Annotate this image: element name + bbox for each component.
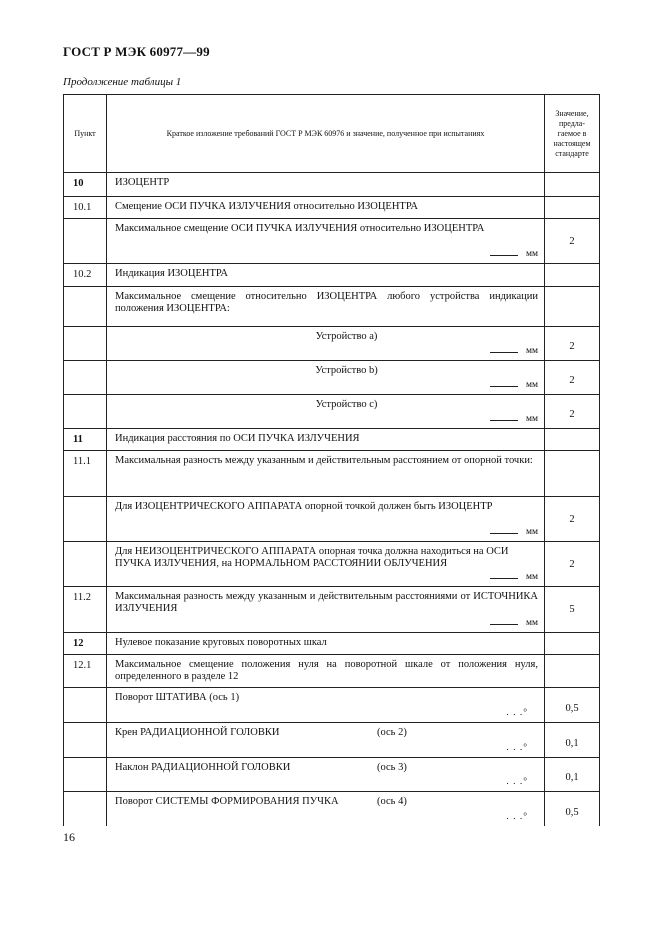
row-text: Поворот СИСТЕМЫ ФОРМИРОВАНИЯ ПУЧКА <box>115 796 339 807</box>
row-value: 0,1 <box>545 758 600 792</box>
table-row <box>64 287 600 327</box>
row-value: 0,5 <box>545 688 600 723</box>
axis-label: (ось 4) <box>377 796 407 807</box>
column-header-summary: Краткое изложение требований ГОСТ Р МЭК 60976 и значение, полученное при испытаниях <box>107 95 545 173</box>
row-value: 0,1 <box>545 723 600 758</box>
table-row <box>64 633 600 655</box>
row-number: 10.2 <box>64 264 107 287</box>
row-text: Индикация ИЗОЦЕНТРА <box>107 264 545 287</box>
row-cell <box>107 723 545 758</box>
row-cell <box>107 497 545 542</box>
row-text: Максимальное смещение ОСИ ПУЧКА ИЗЛУЧЕНИЯ относительно ИЗОЦЕНТРА <box>115 223 485 234</box>
table-row <box>64 327 600 361</box>
table-row <box>64 197 600 219</box>
row-cell <box>107 395 545 429</box>
row-value: 2 <box>545 361 600 395</box>
unit-mm: мм <box>490 524 538 538</box>
table-row <box>64 451 600 497</box>
unit-mm: мм <box>490 569 538 583</box>
row-text: Для ИЗОЦЕНТРИЧЕСКОГО АППАРАТА опорной точкой должен быть ИЗОЦЕНТР <box>115 501 493 512</box>
document-title: ГОСТ Р МЭК 60977—99 <box>63 44 210 59</box>
unit-mm: мм <box>490 411 538 425</box>
row-number: 10.1 <box>64 197 107 219</box>
row-text: Смещение ОСИ ПУЧКА ИЗЛУЧЕНИЯ относительно ИЗОЦЕНТРА <box>107 197 545 219</box>
row-cell <box>107 792 545 826</box>
row-cell <box>107 327 545 361</box>
row-text: Крен РАДИАЦИОННОЙ ГОЛОВКИ <box>115 727 280 738</box>
row-text: Максимальное смещение положения нуля на поворотной шкале от положения нуля, определенного в разделе 12 <box>107 655 545 688</box>
column-header-value: Значение, предла-гаемое в настоящем стандарте <box>545 95 600 173</box>
row-cell <box>107 542 545 587</box>
requirements-table <box>63 94 600 826</box>
row-text: Максимальное смещение относительно ИЗОЦЕНТРА любого устройства индикации положения ИЗОЦЕНТРА: <box>107 287 545 327</box>
row-text: Индикация расстояния по ОСИ ПУЧКА ИЗЛУЧЕНИЯ <box>107 429 545 451</box>
row-text: Поворот ШТАТИВА (ось 1) <box>115 692 240 703</box>
table-row <box>64 542 600 587</box>
row-text: Устройство с) <box>315 399 378 410</box>
row-text: Максимальная разность между указанным и действительным расстоянием от опорной точки: <box>107 451 545 497</box>
row-value: 2 <box>545 219 600 264</box>
table-caption: Продолжение таблицы 1 <box>63 76 182 88</box>
row-number: 12 <box>64 633 107 655</box>
degree-placeholder: . . .° <box>506 743 528 753</box>
row-value: 0,5 <box>545 792 600 826</box>
table-row <box>64 264 600 287</box>
table-row <box>64 497 600 542</box>
table-row <box>64 655 600 688</box>
table-row <box>64 758 600 792</box>
table-row <box>64 429 600 451</box>
row-number: 11 <box>64 429 107 451</box>
table-row <box>64 219 600 264</box>
table-row <box>64 395 600 429</box>
table-row <box>64 792 600 826</box>
row-value: 2 <box>545 395 600 429</box>
row-value: 2 <box>545 327 600 361</box>
row-cell <box>107 758 545 792</box>
row-value: 2 <box>545 542 600 587</box>
row-text: Для НЕИЗОЦЕНТРИЧЕСКОГО АППАРАТА опорная точка должна находиться на ОСИ ПУЧКА ИЗЛУЧЕНИЯ, на НОРМАЛЬНОМ РАССТОЯНИИ ОБЛУЧЕНИЯ <box>115 546 509 569</box>
row-number: 11.1 <box>64 451 107 497</box>
row-cell <box>107 587 545 633</box>
table-row <box>64 688 600 723</box>
table-row <box>64 361 600 395</box>
axis-label: (ось 3) <box>377 762 407 773</box>
row-cell <box>107 361 545 395</box>
row-value: 2 <box>545 497 600 542</box>
row-number: 12.1 <box>64 655 107 688</box>
table-row <box>64 587 600 633</box>
row-text: Устройство а) <box>315 331 378 342</box>
row-text: ИЗОЦЕНТР <box>107 173 545 197</box>
axis-label: (ось 2) <box>377 727 407 738</box>
row-text: Нулевое показание круговых поворотных шкал <box>107 633 545 655</box>
row-value: 5 <box>545 587 600 633</box>
unit-mm: мм <box>490 377 538 391</box>
table-row <box>64 173 600 197</box>
table-row <box>64 723 600 758</box>
unit-mm: мм <box>490 615 538 629</box>
row-number: 10 <box>64 173 107 197</box>
degree-placeholder: . . .° <box>506 811 528 822</box>
unit-mm: мм <box>490 343 538 357</box>
page-number: 16 <box>63 830 75 844</box>
degree-placeholder: . . .° <box>506 777 528 787</box>
row-number: 11.2 <box>64 587 107 633</box>
row-text: Максимальная разность между указанным и действительным расстояниями от ИСТОЧНИКА ИЗЛУЧЕНИЯ <box>115 591 538 614</box>
row-text: Наклон РАДИАЦИОННОЙ ГОЛОВКИ <box>115 762 291 773</box>
column-header-point: Пункт <box>64 95 107 173</box>
row-text: Устройство b) <box>315 365 378 376</box>
unit-mm: мм <box>490 246 538 260</box>
row-cell <box>107 219 545 264</box>
degree-placeholder: . . .° <box>506 708 528 718</box>
row-cell <box>107 688 545 723</box>
